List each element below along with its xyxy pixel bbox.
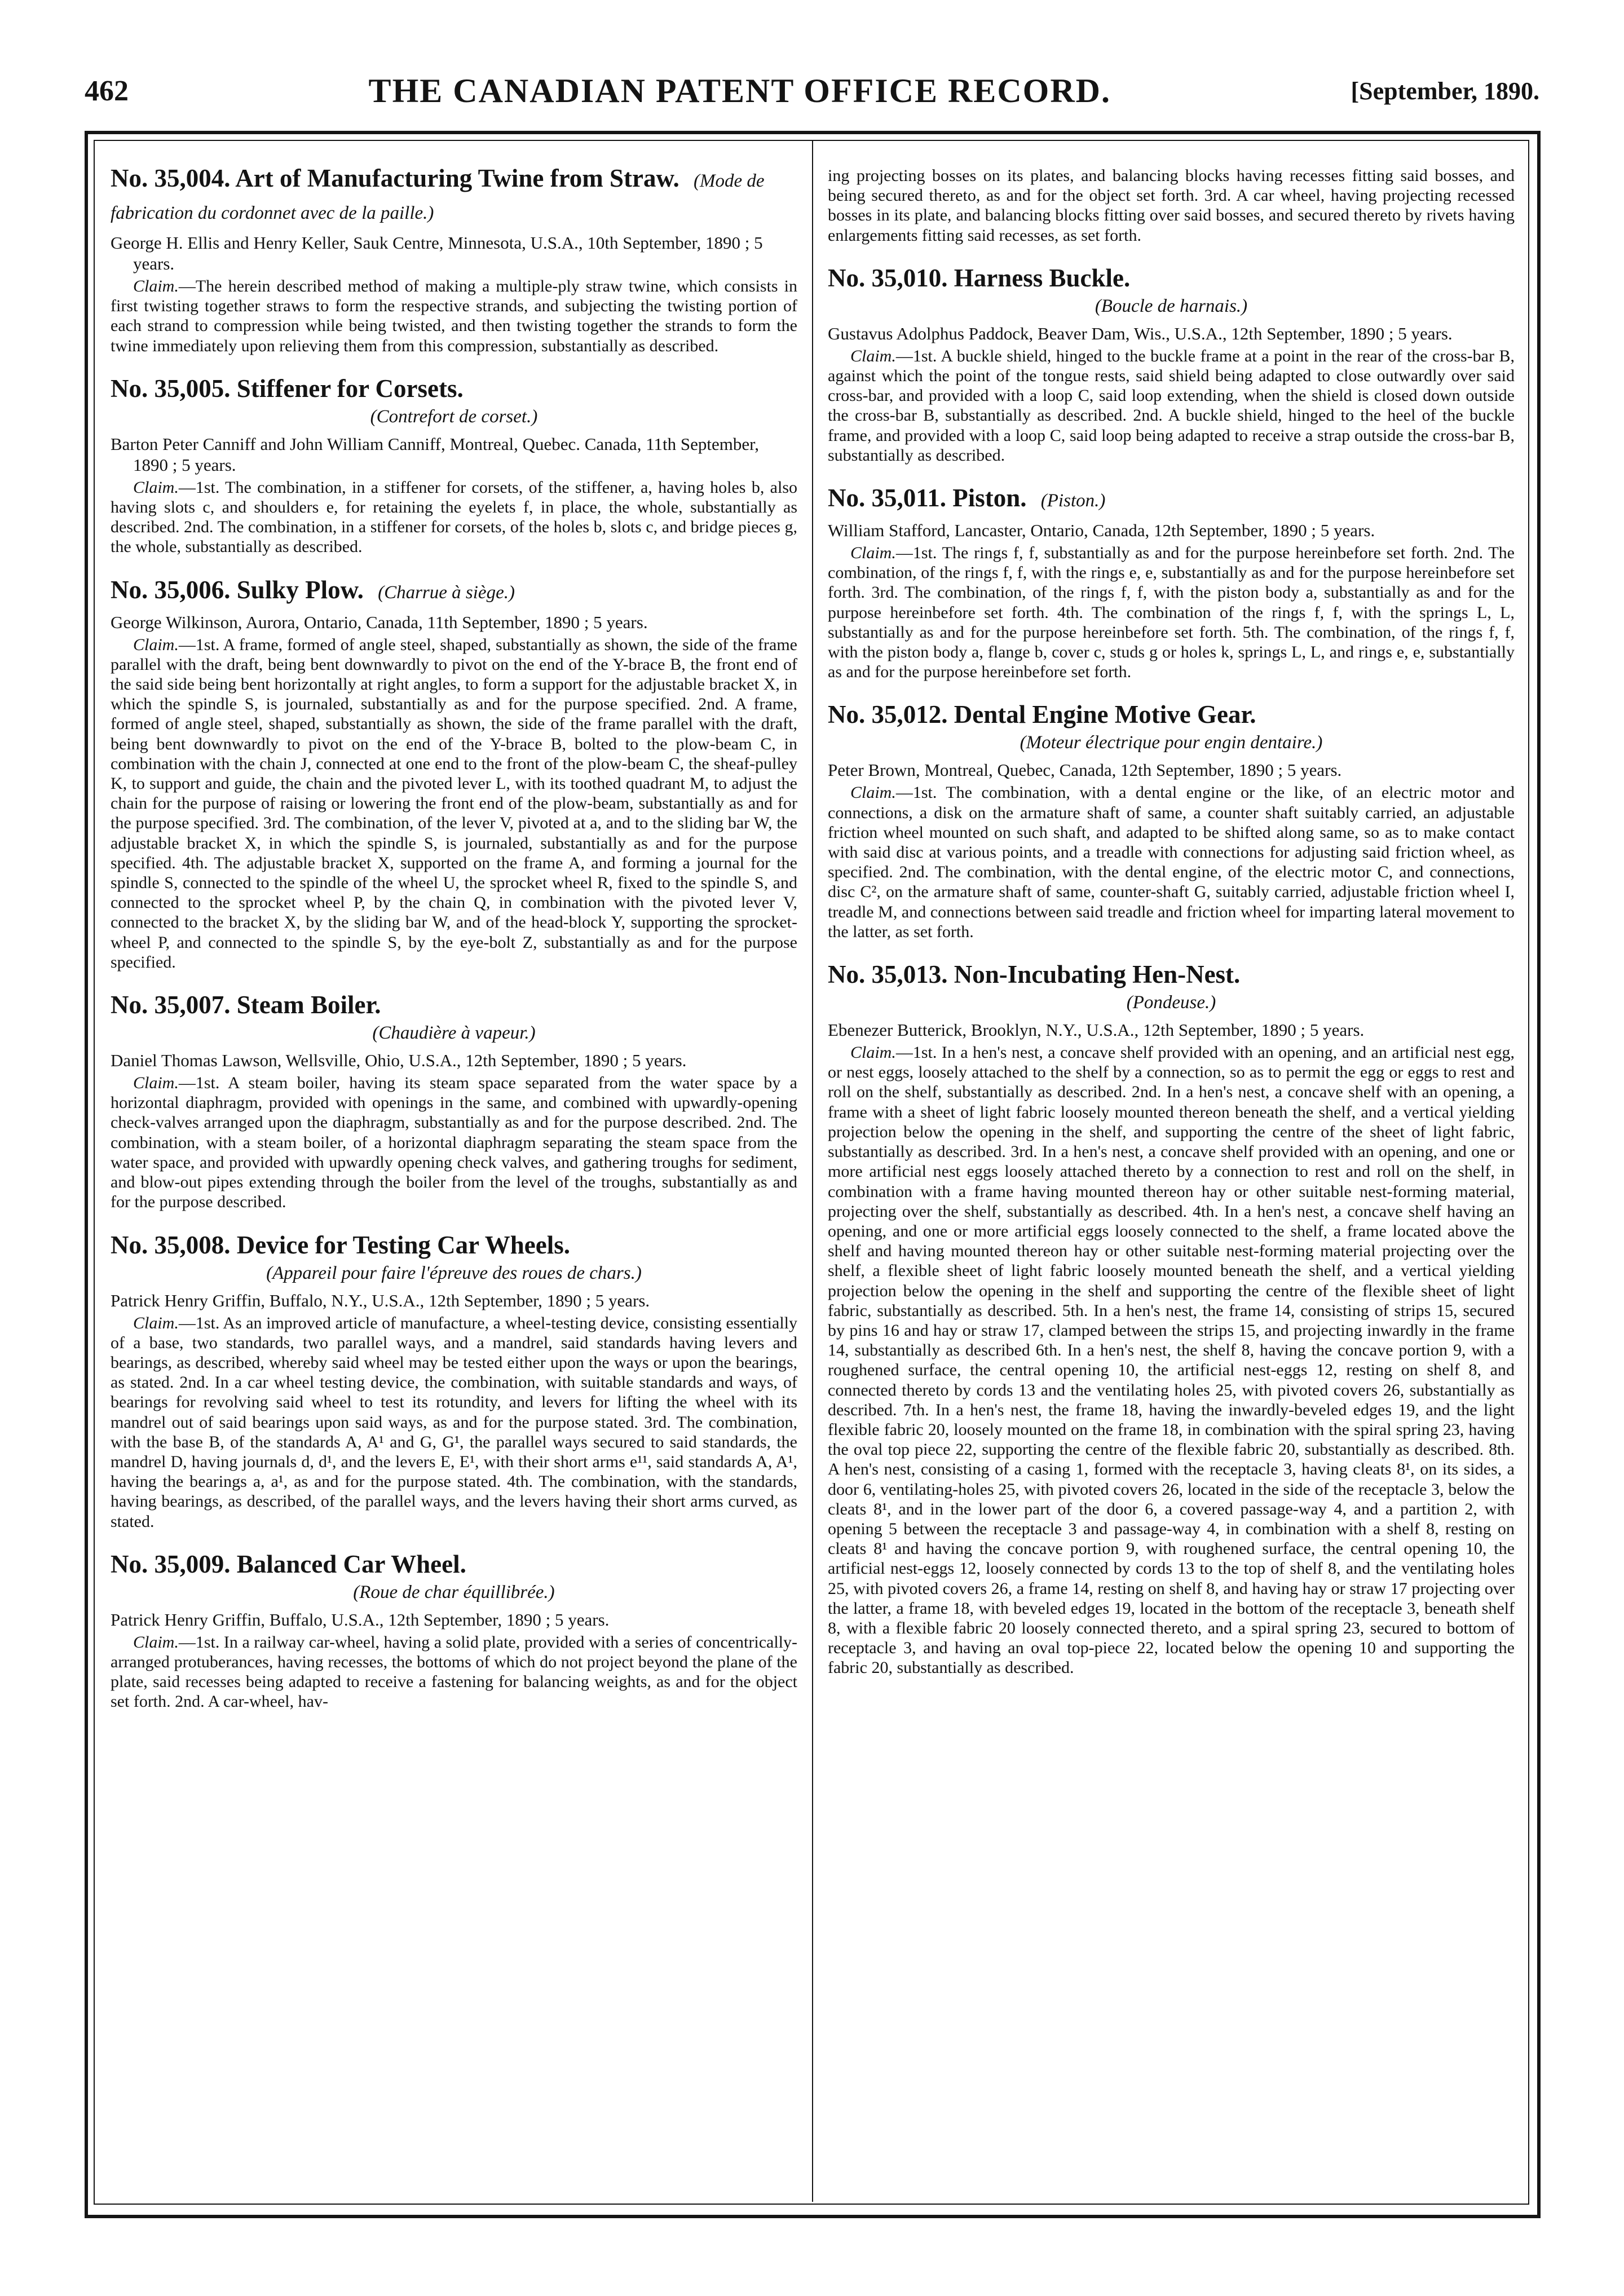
patent-entry-35008 xyxy=(111,1230,797,1531)
patent-title: Piston. xyxy=(952,484,1027,513)
patent-entry-35006 xyxy=(111,575,797,972)
french-title: (Appareil pour faire l'épreuve des roues de chars.) xyxy=(266,1262,642,1283)
right-column xyxy=(828,164,1515,2188)
claim-body: —1st. In a hen's nest, a concave shelf provided with an opening, and an artificial nest egg, or nest eggs, loosely attached to the shelf by a connection, so as to permit the egg or eggs to rest and roll on the shelf, substantially as described. 2nd. In a hen's nest, a concave shelf with an opening, a frame with a sheet of light fabric loosely mounted thereon beneath the shelf, and a vertical yielding projection below the opening in the shelf, and supporting the centre of the sheet of light fabric, substantially as described. 3rd. In a hen's nest, a concave shelf provided with an opening, and one or more artificial nest eggs loosely attached thereto by a connection to rest and roll on the shelf, in combination with a frame having mounted thereon hay or other suitable nest-forming material, projecting over the shelf, substantially as described. 4th. In a hen's nest, a concave shelf having an opening, and one or more artificial eggs loosely connected to the shelf, a frame located above the shelf and having mounted thereon hay or other suitable nest-forming material projecting over the shelf, a flexible sheet of light fabric loosely mounted beneath the shelf, and a vertical yielding projection below the opening in the shelf and supporting the centre of the flexible sheet of light fabric, substantially as described. 5th. In a hen's nest, the frame 14, consisting of strips 15, secured by pins 16 and hay or straw 17, clamped between the strips 15, and projecting inwardly in the frame 14, substantially as described 6th. In a hen's nest, the shelf 8, having the concave portion 9, with a roughened surface, the central opening 10, the artificial nest-eggs 12, resting on shelf 8, and connected thereto by cords 13 and the ventilating holes 25, with pivoted covers 26, substantially as described. 7th. In a hen's nest, the frame 18, having the inwardly-beveled edges 19, and the light flexible fabric 20, loosely mounted on the frame 18, in combination with the spiral spring 23, having the oval top piece 22, supporting the centre of the flexible fabric 20, substantially as described. 8th. A hen's nest, consisting of a casing 1, formed with the receptacle 3, having cleats 8¹, on its sides, a door 6, ventilating-holes 25, with pivoted covers 26, located in the side of the receptacle 3, below the cleats 8¹, and in the lower part of the door 6, a covered passage-way 4, and a partition 2, with opening 5 between the receptacle 3 and passage-way 4, in combination with a shelf 8, resting on cleats 8¹ and having the concave portion 9, with roughened surface, the central opening 10, the artificial nest-eggs 12, loosely connected by cords 13 to the top of shelf 8, and the ventilating holes 25, with pivoted covers 26, a frame 14, resting on shelf 8, and having hay or straw 17 projecting over the latter, a frame 18, with beveled edges 19, located in the bottom of the receptacle 3, beneath shelf 8, with a flexible fabric 20 loosely connected thereto, and a spiral spring 23, secured to bottom of receptacle 3, and having an oval top-piece 22, located below the opening 10 and supporting the fabric 20, substantially as described. xyxy=(828,1043,1515,1677)
patent-entry-35013 xyxy=(828,960,1515,1678)
inventor-line: George Wilkinson, Aurora, Ontario, Canada, 11th September, 1890 ; 5 years. xyxy=(111,612,648,632)
claim-body: —The herein described method of making a multiple-ply straw twine, which consists in first twisting together straws to form the respective strands, and subjecting the twisting portion of each strand to compression while being twisted, and then twisting together the strands to form the twine immediately upon relieving them from this compression, substantially as described. xyxy=(111,277,797,355)
patent-number: No. 35,008. xyxy=(111,1230,231,1259)
patent-heading xyxy=(111,1230,797,1260)
journal-title: THE CANADIAN PATENT OFFICE RECORD. xyxy=(368,72,1111,109)
patent-heading xyxy=(111,164,797,228)
issue-date: [September, 1890. xyxy=(1351,77,1539,105)
patent-heading xyxy=(111,1549,797,1579)
claim-text xyxy=(828,1043,1515,1678)
claim-text xyxy=(828,346,1515,465)
claim-text xyxy=(111,478,797,557)
claim-label: Claim. xyxy=(133,635,179,654)
claim-body: —1st. A buckle shield, hinged to the buckle frame at a point in the rear of the cross-bar B, against which the point of the tongue rests, said shield being adapted to close outwardly over said cross-bar, and provided with a loop C, said loop extending, when the shield is closed down outside the cross-bar B, substantially as described. 2nd. A buckle shield, hinged to the heel of the buckle frame, and provided with a loop C, said loop being adapted to receive a strap outside the cross-bar B, substantially as described. xyxy=(828,346,1515,465)
french-title: (Contrefort de corset.) xyxy=(370,406,538,427)
patent-title: Balanced Car Wheel. xyxy=(236,1549,466,1578)
patent-number: No. 35,007. xyxy=(111,991,231,1019)
claim-label: Claim. xyxy=(850,544,896,563)
patent-heading xyxy=(111,374,797,403)
patent-heading xyxy=(828,700,1515,729)
inventor-line: William Stafford, Lancaster, Ontario, Canada, 12th September, 1890 ; 5 years. xyxy=(828,520,1375,541)
inventor-line: Daniel Thomas Lawson, Wellsville, Ohio, U.S.A., 12th September, 1890 ; 5 years. xyxy=(111,1050,687,1071)
patent-number: No. 35,011. xyxy=(828,484,947,513)
inventor-line: Gustavus Adolphus Paddock, Beaver Dam, Wis., U.S.A., 12th September, 1890 ; 5 years. xyxy=(828,323,1453,343)
inventor-line: Peter Brown, Montreal, Quebec, Canada, 12th September, 1890 ; 5 years. xyxy=(828,760,1342,780)
left-column xyxy=(111,164,797,2188)
patent-entry-35005 xyxy=(111,374,797,557)
claim-text xyxy=(111,276,797,356)
patent-title: Stiffener for Corsets. xyxy=(236,374,464,403)
claim-body: —1st. A frame, formed of angle steel, shaped, substantially as shown, the side of the frame parallel with the draft, being bent downwardly to pivot on the end of the Y-brace B, the front end of the said side being bent horizontally at right angles, to form a support for the adjustable bracket X, in which the spindle S, is journaled, substantially as and for the purpose specified. 2nd. A frame, formed of angle steel, shaped, substantially as shown, the side of the frame parallel with the draft, being bent downwardly to pivot on the end of the Y-brace B, bolted to the plow-beam C, in combination with the chain J, connected at one end to the front of the plow-beam C, the sheaf-pulley K, to support and guide, the chain and the pivoted lever L, with its toothed quadrant M, to adjust the chain for the purpose of raising or lowering the front end of the plow-beam, substantially as and for the purpose specified. 3rd. The combination, of the lever V, pivoted at a, and to the sliding bar W, the adjustable bracket X, in which the spindle S, is journaled, substantially as and for the purpose specified. 4th. The adjustable bracket X, supported on the frame A, and forming a journal for the spindle S, connected to the spindle of the wheel U, the sprocket wheel R, fixed to the spindle S, and connected to the sprocket wheel P, by the chain Q, in combination with the pivoted lever V, connected to the bracket X, by the sliding bar W, and of the head-block Y, supporting the sprocket-wheel P, and connected to the spindle S, by the eye-bolt Z, substantially as and for the purpose specified. xyxy=(111,635,797,972)
french-title: (Chaudière à vapeur.) xyxy=(372,1023,536,1044)
french-title: (Piston.) xyxy=(1040,491,1106,511)
patent-title: Harness Buckle. xyxy=(954,263,1131,292)
patent-heading xyxy=(111,990,797,1019)
claim-text xyxy=(828,543,1515,682)
patent-entry-35009 xyxy=(111,1549,797,1712)
claim-label: Claim. xyxy=(133,478,179,497)
page-number: 462 xyxy=(85,74,129,107)
patent-entry-35007 xyxy=(111,990,797,1212)
inventor-line: George H. Ellis and Henry Keller, Sauk Centre, Minnesota, U.S.A., 10th September, 1890 ; 5 years. xyxy=(111,233,763,273)
patent-number: No. 35,010. xyxy=(828,263,948,292)
french-title: (Charrue à siège.) xyxy=(378,582,515,603)
inventor-line: Barton Peter Canniff and John William Canniff, Montreal, Quebec. Canada, 11th September, 1890 ; 5 years. xyxy=(111,434,759,475)
patent-title: Art of Manufacturing Twine from Straw. xyxy=(235,164,679,192)
column-divider xyxy=(812,141,813,2202)
inventor-line: Ebenezer Butterick, Brooklyn, N.Y., U.S.A., 12th September, 1890 ; 5 years. xyxy=(828,1020,1365,1040)
patent-number: No. 35,005. xyxy=(111,374,231,403)
inventor-line: Patrick Henry Griffin, Buffalo, U.S.A., 12th September, 1890 ; 5 years. xyxy=(111,1609,610,1630)
claim-label: Claim. xyxy=(850,783,896,802)
french-title: (Pondeuse.) xyxy=(1126,992,1216,1013)
claim-body: —1st. In a railway car-wheel, having a solid plate, provided with a series of concentrically-arranged protuberances, having recesses, the bottoms of which do not project beyond the plane of the plate, said recesses being adapted to receive a fastening for balancing weights, as and for the object set forth. 2nd. A car-wheel, hav- xyxy=(111,1632,797,1711)
claim-text xyxy=(111,1313,797,1531)
claim-text xyxy=(111,1073,797,1212)
claim-label: Claim. xyxy=(850,346,896,365)
french-title: (Moteur électrique pour engin dentaire.) xyxy=(1020,732,1323,753)
claim-label: Claim. xyxy=(850,1043,896,1062)
claim-text xyxy=(111,1632,797,1712)
claim-text xyxy=(111,635,797,972)
claim-label: Claim. xyxy=(133,1313,179,1332)
patent-title: Device for Testing Car Wheels. xyxy=(236,1230,570,1259)
patent-title: Steam Boiler. xyxy=(236,991,381,1019)
claim-body: —1st. The rings f, f, substantially as and for the purpose hereinbefore set forth. 2nd. The combination, of the rings f, f, with the rings e, e, substantially as and for the purpose hereinbefore set forth. 3rd. The combination, of the rings f, f, with the piston body a, substantially as and for the purpose hereinbefore set forth. 4th. The combination of the rings f, f, with the springs L, L, substantially as and for the purpose hereinbefore set forth. 5th. The combination, of the rings f, f, with the piston body a, flange b, cover c, studs g or holes k, springs L, L, and rings e, e, substantially as and for the purpose hereinbefore set forth. xyxy=(828,544,1515,682)
running-head xyxy=(85,65,1539,116)
patent-entry-35010 xyxy=(828,263,1515,465)
claim-text xyxy=(828,783,1515,942)
patent-number: No. 35,012. xyxy=(828,700,948,729)
patent-heading xyxy=(828,960,1515,989)
claim-body: —1st. As an improved article of manufacture, a wheel-testing device, consisting essentially of a base, two standards, two parallel ways, and a mandrel, said standards having levers and bearings, as described, whereby said wheel may be tested either upon the ways or upon the bearings, as stated. 2nd. In a car wheel testing device, the combination, with suitable standards and ways, of bearings for revolving said wheel to test its rotundity, and levers for lifting the wheel with its mandrel out of said bearings upon said ways, as and for the purpose stated. 3rd. The combination, with the base B, of the standards A, A¹ and G, G¹, the parallel ways secured to said standards, the mandrel D, having journals d, d¹, and the levers E, E¹, with their short arms e¹¹, said standards A, A¹, having the bearings a, a¹, as and for the purpose stated. 4th. The combination, with the standards, having bearings, as described, of the parallel ways, and the levers having their short arms curved, as stated. xyxy=(111,1313,797,1531)
claim-label: Claim. xyxy=(133,1074,179,1093)
french-title: (Boucle de harnais.) xyxy=(1095,295,1248,316)
patent-entry-35012 xyxy=(828,700,1515,942)
claim-label: Claim. xyxy=(133,1632,179,1652)
patent-number: No. 35,004. xyxy=(111,164,231,192)
patent-number: No. 35,013. xyxy=(828,960,948,989)
patent-entry-35011 xyxy=(828,483,1515,682)
patent-title: Dental Engine Motive Gear. xyxy=(954,700,1256,729)
claim-body: —1st. The combination, in a stiffener for corsets, of the stiffener, a, having holes b, also having slots c, and shoulders e, for retaining the eyelets f, in place, the whole, substantially as described. 2nd. The combination, in a stiffener for corsets, of the holes b, slots c, and bridge pieces g, the whole, substantially as described. xyxy=(111,478,797,557)
patent-heading xyxy=(828,483,1515,515)
patent-entry-35004 xyxy=(111,164,797,356)
claim-label: Claim. xyxy=(133,277,179,295)
patent-heading xyxy=(111,575,797,607)
patent-title: Non-Incubating Hen-Nest. xyxy=(954,960,1241,989)
claim-body: —1st. The combination, with a dental engine or the like, of an electric motor and connections, a disk on the armature shaft of same, a counter shaft suitably carried, an adjustable friction wheel mounted on such shaft, and adapted to be shifted along same, so as to make contact with said disc at various points, and a treadle with connections for adjusting said friction wheel, as specified. 2nd. The combination, with the dental engine, of the electric motor C, and connections, disc C², on the armature shaft of same, counter-shaft G, suitably carried, adjustable friction wheel I, treadle M, and connections between said treadle and friction wheel for imparting lateral movement to the latter, as set forth. xyxy=(828,783,1515,941)
patent-entry-35009-continued xyxy=(828,166,1515,245)
patent-title: Sulky Plow. xyxy=(236,575,364,604)
french-title: (Mode de fabrication du cordonnet avec de la paille.) xyxy=(111,171,765,223)
inventor-line: Patrick Henry Griffin, Buffalo, N.Y., U.S.A., 12th September, 1890 ; 5 years. xyxy=(111,1290,650,1310)
patent-number: No. 35,009. xyxy=(111,1549,231,1578)
french-title: (Roue de char équillibrée.) xyxy=(353,1582,555,1602)
claim-continuation: ing projecting bosses on its plates, and balancing blocks having recesses fitting said bosses, and being secured thereto, as and for the object set forth. 3rd. A car wheel, having projecting recessed bosses in its plate, and balancing blocks fitting over said bosses, and secured thereto by rivets having enlargements fitting said recesses, as set forth. xyxy=(828,166,1515,245)
patent-heading xyxy=(828,263,1515,293)
patent-number: No. 35,006. xyxy=(111,575,231,604)
claim-body: —1st. A steam boiler, having its steam space separated from the water space by a horizontal diaphragm, provided with openings in the same, and combined with upwardly-opening check-valves arranged upon the diaphragm, substantially as and for the purpose described. 2nd. The combination, with a steam boiler, of a horizontal diaphragm separating the steam space from the water space, and provided with upwardly opening check valves, and gathering troughs for sediment, and blow-out pipes extending through the boiler from the level of the troughs, substantially as and for the purpose described. xyxy=(111,1074,797,1212)
